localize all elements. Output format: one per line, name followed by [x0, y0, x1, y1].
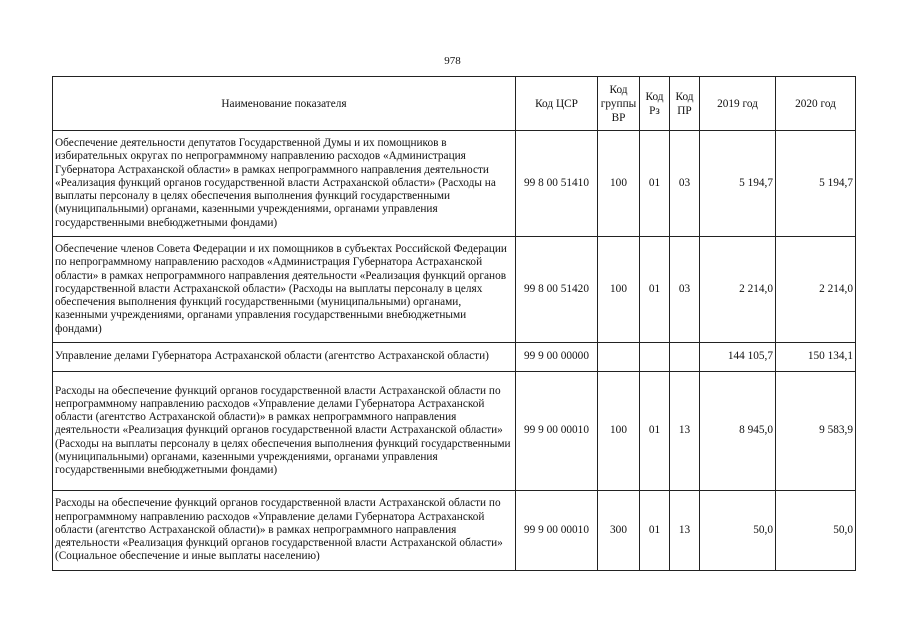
cell-2020: 5 194,7 — [776, 131, 856, 237]
header-vr: Код группы ВР — [598, 77, 640, 131]
budget-table — [52, 76, 856, 571]
header-name: Наименование показателя — [53, 77, 516, 131]
cell-2019: 5 194,7 — [700, 131, 776, 237]
cell-pr — [670, 343, 700, 372]
cell-pr: 03 — [670, 131, 700, 237]
cell-vr: 100 — [598, 131, 640, 237]
cell-name: Расходы на обеспечение функций органов государственной власти Астраханской области по непрограммному направлению расходов «Управление делами Губернатора Астраханской области (агентство Астраханской области)» в рамках непрограммного направления деятельности «Реализация функций органов государственной власти Астраханской области» (Расходы на выплаты персоналу в целях обеспечения выполнения функций государственными (муниципальными) органами, казенными учреждениями, органами управления государственными внебюджетными фондами) — [53, 372, 516, 491]
cell-csr: 99 8 00 51410 — [516, 131, 598, 237]
table-row — [53, 491, 856, 571]
header-pr: Код ПР — [670, 77, 700, 131]
table-row — [53, 343, 856, 372]
cell-csr: 99 9 00 00000 — [516, 343, 598, 372]
table-row — [53, 131, 856, 237]
header-2019: 2019 год — [700, 77, 776, 131]
header-2020: 2020 год — [776, 77, 856, 131]
cell-2019: 50,0 — [700, 491, 776, 571]
cell-csr: 99 9 00 00010 — [516, 491, 598, 571]
cell-rz — [640, 343, 670, 372]
cell-name: Обеспечение членов Совета Федерации и их помощников в субъектах Российской Федерации по непрограммному направлению расходов «Администрация Губернатора Астраханской области» в рамках непрограммного направления деятельности «Реализация функций органов государственной власти Астраханской области» (Расходы на выплаты персоналу в целях обеспечения выполнения функций государственными (муниципальными) органами, казенными учреждениями, органами управления государственными внебюджетными фондами) — [53, 237, 516, 343]
cell-vr: 300 — [598, 491, 640, 571]
table-row — [53, 237, 856, 343]
cell-2020: 9 583,9 — [776, 372, 856, 491]
cell-2020: 150 134,1 — [776, 343, 856, 372]
cell-pr: 13 — [670, 491, 700, 571]
cell-2019: 2 214,0 — [700, 237, 776, 343]
cell-csr: 99 9 00 00010 — [516, 372, 598, 491]
cell-name: Расходы на обеспечение функций органов государственной власти Астраханской области по непрограммному направлению расходов «Управление делами Губернатора Астраханской области (агентство Астраханской области)» в рамках непрограммного направления деятельности «Реализация функций органов государственной власти Астраханской области» (Социальное обеспечение и иные выплаты населению) — [53, 491, 516, 571]
cell-2019: 8 945,0 — [700, 372, 776, 491]
cell-rz: 01 — [640, 372, 670, 491]
table-header-row — [53, 77, 856, 131]
cell-2020: 50,0 — [776, 491, 856, 571]
page-number: 978 — [444, 55, 461, 67]
cell-rz: 01 — [640, 131, 670, 237]
cell-vr: 100 — [598, 237, 640, 343]
cell-name: Обеспечение деятельности депутатов Государственной Думы и их помощников в избирательных округах по непрограммному направлению расходов «Администрация Губернатора Астраханской области» в рамках непрограммного направления деятельности «Реализация функций органов государственной власти Астраханской области» (Расходы на выплаты персоналу в целях обеспечения выполнения функций государственными (муниципальными) органами, казенными учреждениями, органами управления государственными внебюджетными фондами) — [53, 131, 516, 237]
cell-2020: 2 214,0 — [776, 237, 856, 343]
cell-2019: 144 105,7 — [700, 343, 776, 372]
header-rz: Код Рз — [640, 77, 670, 131]
cell-pr: 03 — [670, 237, 700, 343]
cell-csr: 99 8 00 51420 — [516, 237, 598, 343]
cell-name: Управление делами Губернатора Астраханской области (агентство Астраханской области) — [53, 343, 516, 372]
cell-rz: 01 — [640, 237, 670, 343]
cell-vr: 100 — [598, 372, 640, 491]
cell-pr: 13 — [670, 372, 700, 491]
header-csr: Код ЦСР — [516, 77, 598, 131]
cell-vr — [598, 343, 640, 372]
table-row — [53, 372, 856, 491]
cell-rz: 01 — [640, 491, 670, 571]
